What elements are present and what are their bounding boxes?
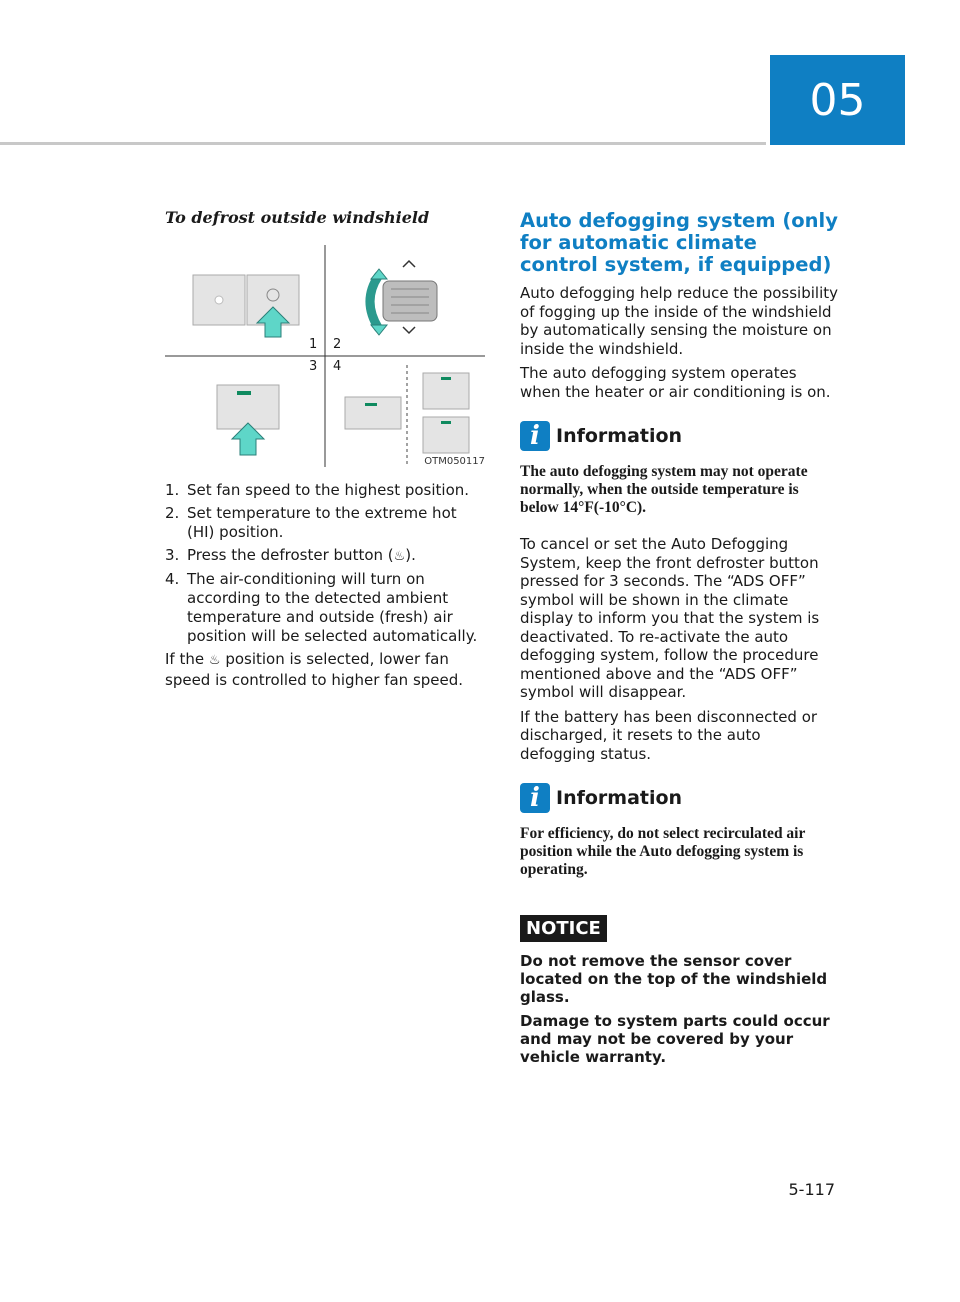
- paragraph: The auto defogging system operates when the heater or air conditioning is on.: [520, 364, 831, 401]
- info-icon: i: [520, 783, 550, 813]
- list-item: 3. Press the defroster button (♨).: [165, 546, 416, 564]
- info-icon: i: [520, 421, 550, 451]
- list-item: 2. Set temperature to the extreme hot (HI) position.: [165, 504, 457, 541]
- right-column: [520, 210, 840, 1072]
- paragraph: Auto defogging help reduce the possibility of fogging up the inside of the windshield by automatically sensing the moisture on inside the windshield.: [520, 284, 839, 358]
- notice-badge: NOTICE: [520, 915, 607, 942]
- notice-text: Damage to system parts could occur and may not be covered by your vehicle warranty.: [520, 1012, 830, 1066]
- paragraph: To cancel or set the Auto Defogging System, keep the front defroster button pressed for 3 seconds. The “ADS OFF” symbol will be shown in the climate display to inform you that the system is deactivated. To re-activate the auto defogging system, follow the procedure mentioned above and the “ADS OFF” symbol will disappear.: [520, 535, 820, 701]
- information-header: [520, 421, 840, 451]
- front-defrost-icon: ♨: [208, 653, 221, 668]
- paragraph: If the battery has been disconnected or discharged, it resets to the auto defogging status.: [520, 707, 818, 763]
- page-number: 5-117: [788, 1180, 835, 1199]
- steps-list: [165, 481, 485, 646]
- subheading: To defrost outside windshield: [165, 208, 430, 227]
- figure-illustration: [165, 245, 485, 467]
- quadrant-label-4: 4: [333, 359, 342, 374]
- left-column: [165, 200, 485, 695]
- quadrant-label-3: 3: [309, 359, 318, 374]
- information-title: Information: [556, 787, 683, 809]
- information-header: [520, 783, 840, 813]
- list-item: 4. The air-conditioning will turn on according to the detected ambient temperature and outside (fresh) air position will be selected automatically.: [165, 570, 478, 645]
- section-title: Auto defogging system (only for automatic climate control system, if equipped): [520, 209, 838, 276]
- information-text: The auto defogging system may not operate normally, when the outside temperature is below 14°F(-10°C).: [520, 463, 808, 516]
- fan-speed-note: If the ♨ position is selected, lower fan speed is controlled to higher fan speed.: [165, 650, 464, 689]
- information-text: For efficiency, do not select recirculated air position while the Auto defogging system is operating.: [520, 825, 806, 878]
- quadrant-label-1: 1: [309, 337, 318, 352]
- notice-text: Do not remove the sensor cover located on the top of the windshield glass.: [520, 952, 828, 1006]
- header-rule: [0, 142, 766, 145]
- climate-control-figure: [165, 245, 485, 467]
- quadrant-label-2: 2: [333, 337, 342, 352]
- front-defrost-icon: ♨: [393, 549, 406, 564]
- information-title: Information: [556, 425, 683, 447]
- chapter-tab: 05: [770, 55, 905, 145]
- figure-code: OTM050117: [424, 456, 485, 467]
- list-item: 1. Set fan speed to the highest position.: [165, 481, 470, 499]
